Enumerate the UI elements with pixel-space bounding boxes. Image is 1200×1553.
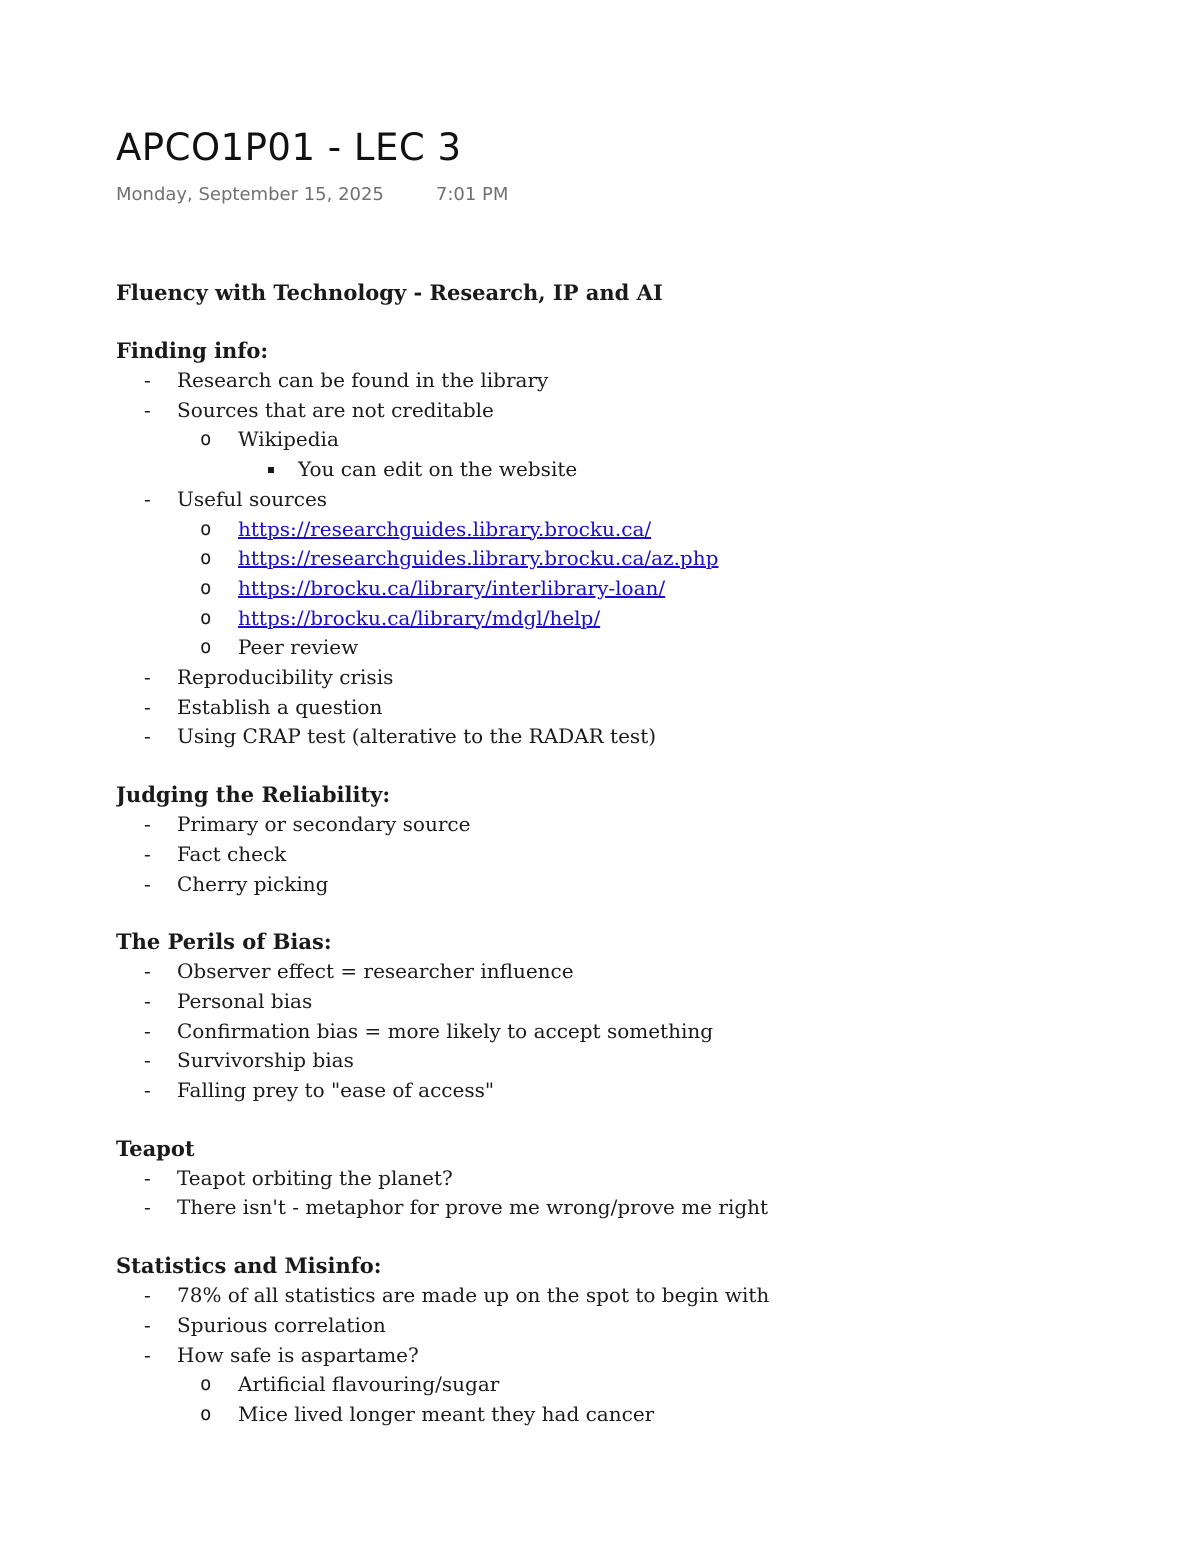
- list-item: - 78% of all statistics are made up on the spot to begin with: [116, 1281, 1116, 1311]
- list-item: o Wikipedia: [116, 425, 1116, 455]
- list-item: - Research can be found in the library: [116, 366, 1116, 396]
- list-item-link: [116, 604, 1116, 634]
- list-item: o Artificial flavouring/sugar: [116, 1370, 1116, 1400]
- bullet-list: [116, 1164, 1116, 1223]
- list-item: - Primary or secondary source: [116, 810, 1116, 840]
- list-item: You can edit on the website: [116, 455, 1116, 485]
- list-item: - There isn't - metaphor for prove me wrong/prove me right: [116, 1193, 1116, 1223]
- list-item: - Establish a question: [116, 693, 1116, 723]
- list-item: o Peer review: [116, 633, 1116, 663]
- list-item: - Observer effect = researcher influence: [116, 957, 1116, 987]
- page-date: Monday, September 15, 2025: [116, 184, 384, 205]
- section-judging-reliability: [116, 780, 1116, 899]
- list-item: - Useful sources: [116, 485, 1116, 515]
- section-teapot: [116, 1134, 1116, 1223]
- list-item-link: [116, 574, 1116, 604]
- bullet-list: [116, 957, 1116, 1106]
- section-heading: Finding info:: [116, 338, 269, 363]
- list-item: - Reproducibility crisis: [116, 663, 1116, 693]
- section-heading: Statistics and Misinfo:: [116, 1253, 382, 1279]
- list-item: - Using CRAP test (alterative to the RADAR test): [116, 722, 1116, 752]
- lecture-subtitle: Fluency with Technology - Research, IP and AI: [116, 280, 663, 305]
- section-heading: Teapot: [116, 1135, 195, 1161]
- bullet-list: [116, 366, 1116, 752]
- list-item: - Sources that are not creditable: [116, 396, 1116, 426]
- list-item-link: [116, 544, 1116, 574]
- list-item: - Confirmation bias = more likely to accept something: [116, 1017, 1116, 1047]
- list-item: - Personal bias: [116, 987, 1116, 1017]
- section-statistics-misinfo: [116, 1251, 1116, 1430]
- list-item: - Teapot orbiting the planet?: [116, 1164, 1116, 1194]
- bullet-list: [116, 1281, 1116, 1430]
- list-item: - Fact check: [116, 840, 1116, 870]
- page-time: 7:01 PM: [435, 184, 509, 205]
- list-item: - Survivorship bias: [116, 1046, 1116, 1076]
- page-content: [116, 278, 1116, 1438]
- section-heading: The Perils of Bias:: [116, 929, 332, 955]
- list-item: o Mice lived longer meant they had cancer: [116, 1400, 1116, 1430]
- list-item: - Spurious correlation: [116, 1311, 1116, 1341]
- page-title: APCO1P01 - LEC 3: [116, 126, 462, 169]
- mdgl-help-link[interactable]: https://brocku.ca/library/mdgl/help/: [238, 605, 601, 630]
- list-item: - How safe is aspartame?: [116, 1341, 1116, 1371]
- research-guides-az-link[interactable]: https://researchguides.library.brocku.ca/az.php: [238, 546, 719, 571]
- section-perils-of-bias: [116, 927, 1116, 1106]
- research-guides-link[interactable]: https://researchguides.library.brocku.ca/: [238, 516, 652, 541]
- section-heading: Judging the Reliability:: [116, 782, 391, 808]
- section-finding-info: [116, 336, 1116, 752]
- list-item: - Falling prey to "ease of access": [116, 1076, 1116, 1106]
- bullet-list: [116, 810, 1116, 899]
- page-timestamp: [116, 184, 508, 205]
- list-item-link: [116, 515, 1116, 545]
- list-item: - Cherry picking: [116, 870, 1116, 900]
- interlibrary-loan-link[interactable]: https://brocku.ca/library/interlibrary-loan/: [238, 575, 666, 600]
